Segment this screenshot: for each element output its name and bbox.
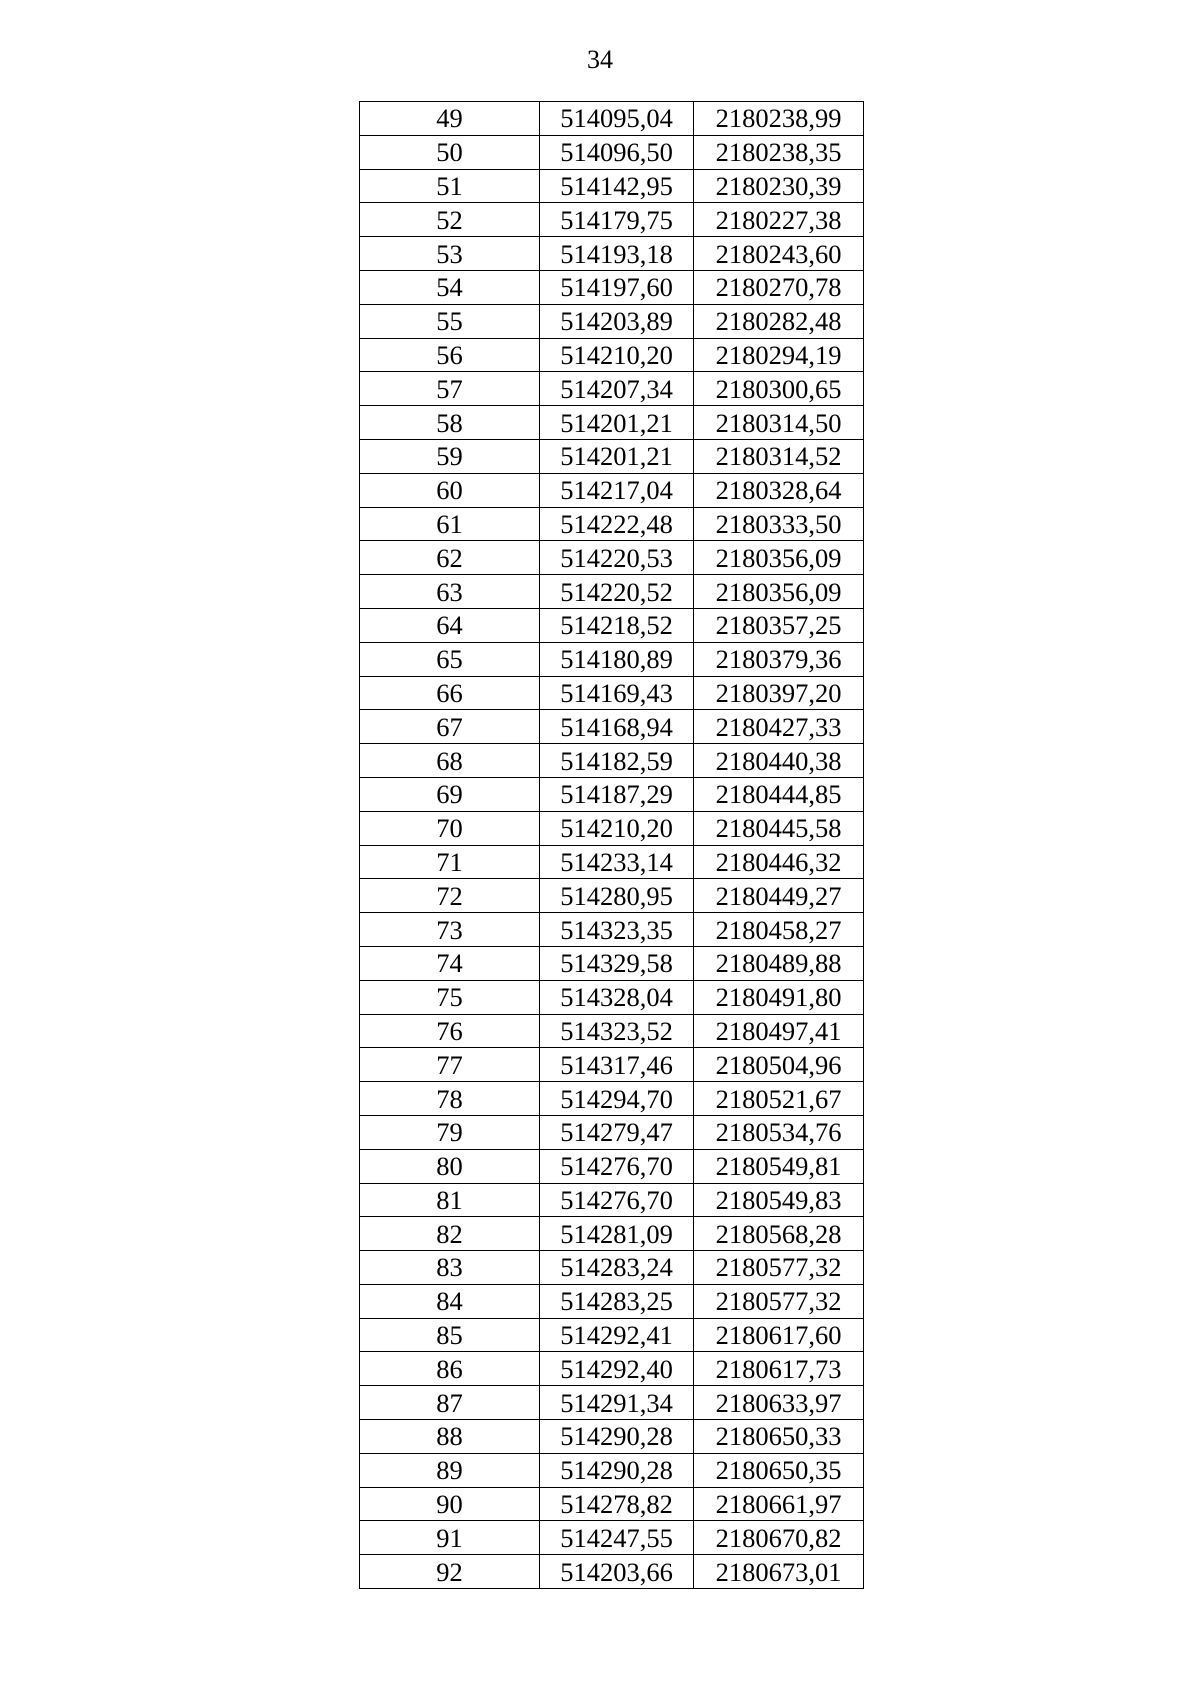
point-number-cell: 76 xyxy=(360,1014,540,1048)
y-coordinate-cell: 2180577,32 xyxy=(694,1284,864,1318)
table-row xyxy=(360,710,864,744)
point-number-cell: 74 xyxy=(360,946,540,980)
table-row xyxy=(360,946,864,980)
table-row xyxy=(360,744,864,778)
table-row xyxy=(360,406,864,440)
x-coordinate-cell: 514278,82 xyxy=(540,1487,694,1521)
y-coordinate-cell: 2180633,97 xyxy=(694,1386,864,1420)
y-coordinate-cell: 2180357,25 xyxy=(694,608,864,642)
point-number-cell: 69 xyxy=(360,777,540,811)
point-number-cell: 83 xyxy=(360,1251,540,1285)
y-coordinate-cell: 2180650,33 xyxy=(694,1420,864,1454)
x-coordinate-cell: 514187,29 xyxy=(540,777,694,811)
table-row xyxy=(360,913,864,947)
point-number-cell: 55 xyxy=(360,304,540,338)
table-row xyxy=(360,845,864,879)
point-number-cell: 81 xyxy=(360,1183,540,1217)
y-coordinate-cell: 2180314,52 xyxy=(694,439,864,473)
x-coordinate-cell: 514095,04 xyxy=(540,102,694,136)
point-number-cell: 57 xyxy=(360,372,540,406)
table-row xyxy=(360,1420,864,1454)
y-coordinate-cell: 2180491,80 xyxy=(694,980,864,1014)
y-coordinate-cell: 2180617,73 xyxy=(694,1352,864,1386)
point-number-cell: 50 xyxy=(360,135,540,169)
x-coordinate-cell: 514193,18 xyxy=(540,237,694,271)
table-row xyxy=(360,1284,864,1318)
y-coordinate-cell: 2180356,09 xyxy=(694,575,864,609)
table-row xyxy=(360,304,864,338)
point-number-cell: 54 xyxy=(360,270,540,304)
table-row xyxy=(360,1115,864,1149)
x-coordinate-cell: 514290,28 xyxy=(540,1420,694,1454)
x-coordinate-cell: 514247,55 xyxy=(540,1521,694,1555)
point-number-cell: 92 xyxy=(360,1555,540,1589)
table-row xyxy=(360,1318,864,1352)
point-number-cell: 71 xyxy=(360,845,540,879)
point-number-cell: 58 xyxy=(360,406,540,440)
x-coordinate-cell: 514290,28 xyxy=(540,1453,694,1487)
y-coordinate-cell: 2180440,38 xyxy=(694,744,864,778)
point-number-cell: 75 xyxy=(360,980,540,1014)
x-coordinate-cell: 514323,52 xyxy=(540,1014,694,1048)
x-coordinate-cell: 514203,89 xyxy=(540,304,694,338)
table-row xyxy=(360,1217,864,1251)
table-row xyxy=(360,1183,864,1217)
table-row xyxy=(360,608,864,642)
x-coordinate-cell: 514328,04 xyxy=(540,980,694,1014)
x-coordinate-cell: 514179,75 xyxy=(540,203,694,237)
y-coordinate-cell: 2180661,97 xyxy=(694,1487,864,1521)
x-coordinate-cell: 514217,04 xyxy=(540,473,694,507)
x-coordinate-cell: 514210,20 xyxy=(540,811,694,845)
point-number-cell: 66 xyxy=(360,676,540,710)
y-coordinate-cell: 2180673,01 xyxy=(694,1555,864,1589)
point-number-cell: 77 xyxy=(360,1048,540,1082)
table-row xyxy=(360,1149,864,1183)
x-coordinate-cell: 514180,89 xyxy=(540,642,694,676)
y-coordinate-cell: 2180449,27 xyxy=(694,879,864,913)
y-coordinate-cell: 2180497,41 xyxy=(694,1014,864,1048)
table-row xyxy=(360,203,864,237)
point-number-cell: 78 xyxy=(360,1082,540,1116)
x-coordinate-cell: 514096,50 xyxy=(540,135,694,169)
table-row xyxy=(360,270,864,304)
table-row xyxy=(360,1082,864,1116)
table-row xyxy=(360,980,864,1014)
table-row xyxy=(360,879,864,913)
x-coordinate-cell: 514281,09 xyxy=(540,1217,694,1251)
table-row xyxy=(360,1251,864,1285)
x-coordinate-cell: 514203,66 xyxy=(540,1555,694,1589)
point-number-cell: 73 xyxy=(360,913,540,947)
x-coordinate-cell: 514233,14 xyxy=(540,845,694,879)
y-coordinate-cell: 2180270,78 xyxy=(694,270,864,304)
y-coordinate-cell: 2180238,35 xyxy=(694,135,864,169)
y-coordinate-cell: 2180670,82 xyxy=(694,1521,864,1555)
x-coordinate-cell: 514291,34 xyxy=(540,1386,694,1420)
table-row xyxy=(360,1048,864,1082)
table-row xyxy=(360,1453,864,1487)
y-coordinate-cell: 2180445,58 xyxy=(694,811,864,845)
y-coordinate-cell: 2180489,88 xyxy=(694,946,864,980)
point-number-cell: 59 xyxy=(360,439,540,473)
point-number-cell: 62 xyxy=(360,541,540,575)
x-coordinate-cell: 514317,46 xyxy=(540,1048,694,1082)
table-row xyxy=(360,507,864,541)
y-coordinate-cell: 2180300,65 xyxy=(694,372,864,406)
point-number-cell: 63 xyxy=(360,575,540,609)
point-number-cell: 90 xyxy=(360,1487,540,1521)
x-coordinate-cell: 514280,95 xyxy=(540,879,694,913)
y-coordinate-cell: 2180577,32 xyxy=(694,1251,864,1285)
table-row xyxy=(360,102,864,136)
x-coordinate-cell: 514283,25 xyxy=(540,1284,694,1318)
x-coordinate-cell: 514210,20 xyxy=(540,338,694,372)
coordinates-table-body xyxy=(360,102,864,1589)
point-number-cell: 79 xyxy=(360,1115,540,1149)
x-coordinate-cell: 514218,52 xyxy=(540,608,694,642)
x-coordinate-cell: 514292,40 xyxy=(540,1352,694,1386)
point-number-cell: 65 xyxy=(360,642,540,676)
point-number-cell: 80 xyxy=(360,1149,540,1183)
x-coordinate-cell: 514222,48 xyxy=(540,507,694,541)
point-number-cell: 89 xyxy=(360,1453,540,1487)
table-row xyxy=(360,1521,864,1555)
y-coordinate-cell: 2180333,50 xyxy=(694,507,864,541)
table-row xyxy=(360,439,864,473)
x-coordinate-cell: 514279,47 xyxy=(540,1115,694,1149)
point-number-cell: 88 xyxy=(360,1420,540,1454)
point-number-cell: 84 xyxy=(360,1284,540,1318)
y-coordinate-cell: 2180650,35 xyxy=(694,1453,864,1487)
x-coordinate-cell: 514201,21 xyxy=(540,406,694,440)
point-number-cell: 85 xyxy=(360,1318,540,1352)
table-row xyxy=(360,135,864,169)
point-number-cell: 53 xyxy=(360,237,540,271)
point-number-cell: 91 xyxy=(360,1521,540,1555)
x-coordinate-cell: 514220,53 xyxy=(540,541,694,575)
y-coordinate-cell: 2180549,83 xyxy=(694,1183,864,1217)
x-coordinate-cell: 514323,35 xyxy=(540,913,694,947)
x-coordinate-cell: 514168,94 xyxy=(540,710,694,744)
point-number-cell: 70 xyxy=(360,811,540,845)
coordinates-table xyxy=(359,101,864,1589)
y-coordinate-cell: 2180356,09 xyxy=(694,541,864,575)
point-number-cell: 49 xyxy=(360,102,540,136)
point-number-cell: 72 xyxy=(360,879,540,913)
table-row xyxy=(360,1487,864,1521)
y-coordinate-cell: 2180243,60 xyxy=(694,237,864,271)
table-row xyxy=(360,811,864,845)
y-coordinate-cell: 2180227,38 xyxy=(694,203,864,237)
y-coordinate-cell: 2180549,81 xyxy=(694,1149,864,1183)
x-coordinate-cell: 514276,70 xyxy=(540,1183,694,1217)
y-coordinate-cell: 2180617,60 xyxy=(694,1318,864,1352)
y-coordinate-cell: 2180446,32 xyxy=(694,845,864,879)
table-row xyxy=(360,237,864,271)
y-coordinate-cell: 2180397,20 xyxy=(694,676,864,710)
point-number-cell: 82 xyxy=(360,1217,540,1251)
x-coordinate-cell: 514292,41 xyxy=(540,1318,694,1352)
x-coordinate-cell: 514207,34 xyxy=(540,372,694,406)
y-coordinate-cell: 2180328,64 xyxy=(694,473,864,507)
y-coordinate-cell: 2180444,85 xyxy=(694,777,864,811)
y-coordinate-cell: 2180282,48 xyxy=(694,304,864,338)
y-coordinate-cell: 2180230,39 xyxy=(694,169,864,203)
x-coordinate-cell: 514276,70 xyxy=(540,1149,694,1183)
page-number: 34 xyxy=(587,45,613,74)
table-row xyxy=(360,473,864,507)
table-row xyxy=(360,1014,864,1048)
point-number-cell: 67 xyxy=(360,710,540,744)
point-number-cell: 86 xyxy=(360,1352,540,1386)
y-coordinate-cell: 2180504,96 xyxy=(694,1048,864,1082)
y-coordinate-cell: 2180458,27 xyxy=(694,913,864,947)
x-coordinate-cell: 514294,70 xyxy=(540,1082,694,1116)
table-row xyxy=(360,338,864,372)
table-row xyxy=(360,541,864,575)
y-coordinate-cell: 2180314,50 xyxy=(694,406,864,440)
table-row xyxy=(360,1386,864,1420)
table-row xyxy=(360,1352,864,1386)
table-row xyxy=(360,575,864,609)
x-coordinate-cell: 514197,60 xyxy=(540,270,694,304)
y-coordinate-cell: 2180521,67 xyxy=(694,1082,864,1116)
x-coordinate-cell: 514329,58 xyxy=(540,946,694,980)
point-number-cell: 56 xyxy=(360,338,540,372)
table-row xyxy=(360,372,864,406)
y-coordinate-cell: 2180568,28 xyxy=(694,1217,864,1251)
x-coordinate-cell: 514142,95 xyxy=(540,169,694,203)
point-number-cell: 61 xyxy=(360,507,540,541)
point-number-cell: 87 xyxy=(360,1386,540,1420)
y-coordinate-cell: 2180534,76 xyxy=(694,1115,864,1149)
y-coordinate-cell: 2180427,33 xyxy=(694,710,864,744)
point-number-cell: 51 xyxy=(360,169,540,203)
point-number-cell: 64 xyxy=(360,608,540,642)
x-coordinate-cell: 514220,52 xyxy=(540,575,694,609)
table-row xyxy=(360,642,864,676)
x-coordinate-cell: 514283,24 xyxy=(540,1251,694,1285)
x-coordinate-cell: 514201,21 xyxy=(540,439,694,473)
point-number-cell: 60 xyxy=(360,473,540,507)
x-coordinate-cell: 514169,43 xyxy=(540,676,694,710)
table-row xyxy=(360,169,864,203)
point-number-cell: 68 xyxy=(360,744,540,778)
table-row xyxy=(360,1555,864,1589)
point-number-cell: 52 xyxy=(360,203,540,237)
y-coordinate-cell: 2180379,36 xyxy=(694,642,864,676)
y-coordinate-cell: 2180294,19 xyxy=(694,338,864,372)
table-row xyxy=(360,676,864,710)
x-coordinate-cell: 514182,59 xyxy=(540,744,694,778)
y-coordinate-cell: 2180238,99 xyxy=(694,102,864,136)
table-row xyxy=(360,777,864,811)
